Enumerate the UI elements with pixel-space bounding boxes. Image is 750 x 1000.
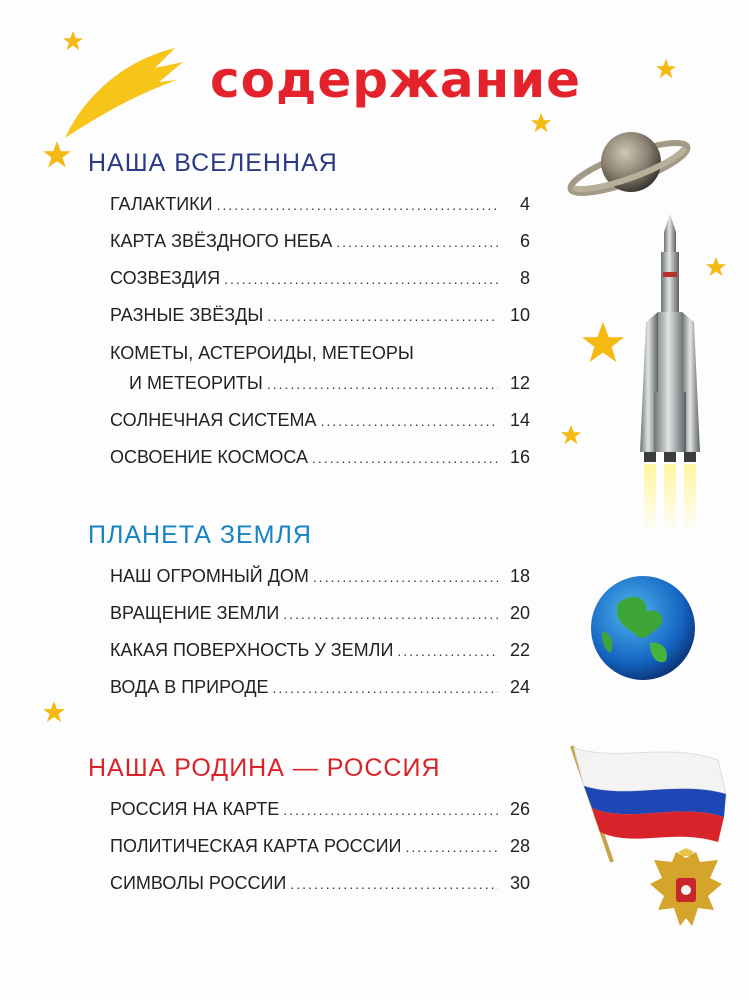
dot-leader [397,640,498,662]
toc-entry[interactable]: СОЗВЕЗДИЯ ..... 8 [110,267,530,290]
toc-entry-line1[interactable]: КОМЕТЫ, АСТЕРОИДЫ, МЕТЕОРЫ [110,343,414,363]
toc-entry[interactable]: КАРТА ЗВЁЗДНОГО НЕБА ..... 6 [110,230,530,253]
dot-leader [224,268,498,290]
page-number: 28 [509,836,530,856]
page-number: 16 [509,447,530,467]
toc-entry[interactable]: ПОЛИТИЧЕСКАЯ КАРТА РОССИИ ..... 28 [110,835,530,858]
comet-icon [55,40,185,150]
page-number: 24 [509,677,530,697]
page-number: 10 [509,305,530,325]
dot-leader [283,603,498,625]
dot-leader [267,373,498,395]
star-icon [42,140,72,170]
page-title: содержание [210,51,582,109]
section-title-planet-earth: ПЛАНЕТА ЗЕМЛЯ [88,521,312,549]
toc-entry[interactable]: СОЛНЕЧНАЯ СИСТЕМА ..... 14 [110,409,530,432]
dot-leader [273,677,498,699]
page-number: 12 [509,373,530,393]
dot-leader [336,231,498,253]
page-number: 18 [509,566,530,586]
toc-entry[interactable]: ВРАЩЕНИЕ ЗЕМЛИ ..... 20 [110,602,530,625]
star-icon [62,30,84,52]
star-icon [655,58,677,80]
star-icon [560,424,582,446]
dot-leader [406,836,499,858]
star-icon [42,700,66,724]
dot-leader [217,194,498,216]
toc-entry[interactable]: РАЗНЫЕ ЗВЁЗДЫ ..... 10 [110,304,530,327]
earth-globe-icon [588,573,698,683]
toc-entry[interactable]: ВОДА В ПРИРОДЕ ..... 24 [110,676,530,699]
star-icon [530,112,552,134]
dot-leader [313,566,498,588]
star-icon [580,320,626,366]
toc-entry[interactable]: ОСВОЕНИЕ КОСМОСА ..... 16 [110,446,530,469]
toc-entry[interactable]: РОССИЯ НА КАРТЕ ..... 26 [110,798,530,821]
dot-leader [267,305,498,327]
toc-entry[interactable]: КАКАЯ ПОВЕРХНОСТЬ У ЗЕМЛИ ..... 22 [110,639,530,662]
toc-entry[interactable]: ГАЛАКТИКИ ..... 4 [110,193,530,216]
coat-of-arms-icon [648,848,724,932]
toc-entry[interactable]: И МЕТЕОРИТЫ ..... 12 [129,372,530,395]
rocket-icon [630,212,710,542]
toc-entry[interactable]: СИМВОЛЫ РОССИИ ..... 30 [110,872,530,895]
toc-entry[interactable]: НАШ ОГРОМНЫЙ ДОМ ..... 18 [110,565,530,588]
dot-leader [321,410,498,432]
page-number: 14 [509,410,530,430]
dot-leader [290,873,498,895]
page-number: 30 [509,873,530,893]
page-number: 26 [509,799,530,819]
page-number: 8 [519,268,530,288]
section-title-our-universe: НАША ВСЕЛЕННАЯ [88,149,338,177]
page-number: 22 [509,640,530,660]
page-number: 4 [519,194,530,214]
dot-leader [312,447,498,469]
page-number: 20 [509,603,530,623]
dot-leader [283,799,498,821]
section-title-our-homeland-russia: НАША РОДИНА — РОССИЯ [88,754,441,782]
saturn-icon [565,120,695,210]
page-number: 6 [519,231,530,251]
